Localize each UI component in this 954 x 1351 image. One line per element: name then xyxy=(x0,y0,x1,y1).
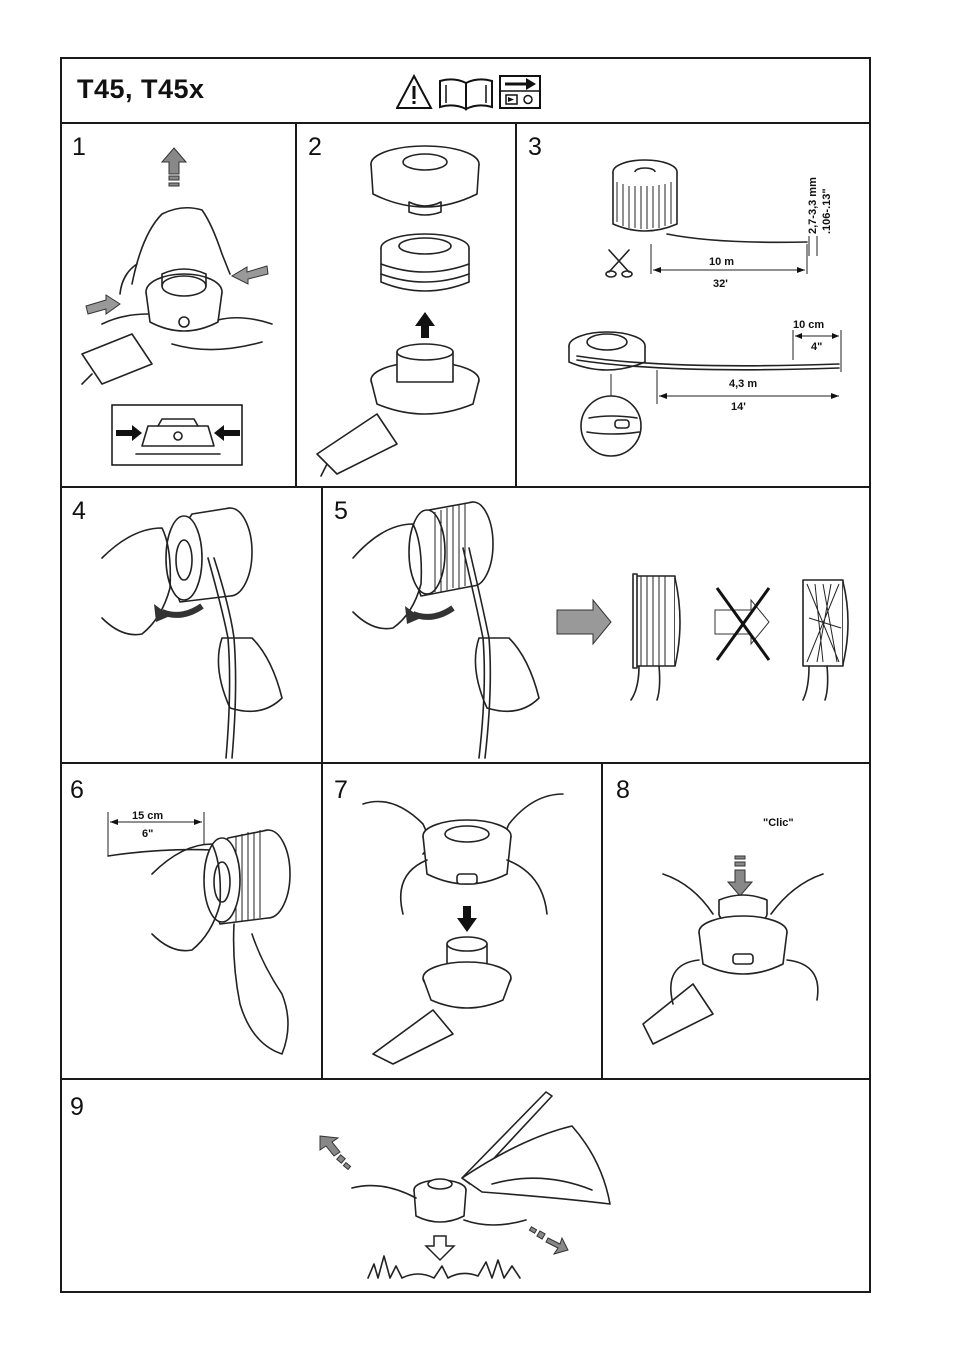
half-length-m: 4,3 m xyxy=(729,378,758,390)
step-number: 8 xyxy=(616,776,630,804)
free-end-cm: 15 cm xyxy=(132,810,164,822)
step7-illustration xyxy=(323,764,601,1077)
step3-illustration xyxy=(517,124,869,486)
line-length-ft: 32' xyxy=(713,278,728,290)
step-number: 2 xyxy=(308,133,322,161)
click-sound-label: "Clic" xyxy=(763,817,794,829)
step-number: 9 xyxy=(70,1093,84,1121)
step4-illustration xyxy=(62,488,320,761)
step-number: 3 xyxy=(528,133,542,161)
insert-arrow-icon xyxy=(500,76,540,108)
half-length-ft: 14' xyxy=(731,401,746,413)
page-title: T45, T45x xyxy=(77,74,205,104)
step-number: 1 xyxy=(72,133,86,161)
step-number: 7 xyxy=(334,776,348,804)
step1-illustration xyxy=(62,124,294,486)
open-manual-icon xyxy=(440,79,492,109)
gray-down-right-arrow-icon xyxy=(529,1227,568,1254)
step8-illustration xyxy=(603,764,869,1077)
step9-illustration xyxy=(62,1080,869,1291)
gray-up-left-arrow-icon xyxy=(320,1136,351,1169)
line-diameter-in: .106-.13" xyxy=(821,188,833,234)
gray-up-arrow-icon xyxy=(162,148,186,186)
end-length-cm: 10 cm xyxy=(793,319,825,331)
step6-illustration xyxy=(62,764,320,1077)
step-number: 6 xyxy=(70,776,84,804)
line-diameter-mm: 2,7-3,3 mm xyxy=(807,177,819,234)
scissors-icon xyxy=(606,250,632,277)
gray-down-arrow-icon xyxy=(728,856,752,896)
step-number: 5 xyxy=(334,497,348,525)
step-number: 4 xyxy=(72,497,86,525)
step5-illustration xyxy=(323,488,869,761)
end-length-in: 4" xyxy=(811,341,823,353)
free-end-in: 6" xyxy=(142,828,154,840)
header-icons xyxy=(396,73,546,113)
line-length-m: 10 m xyxy=(709,256,735,268)
warning-triangle-icon xyxy=(397,76,431,108)
step2-illustration xyxy=(297,124,513,486)
